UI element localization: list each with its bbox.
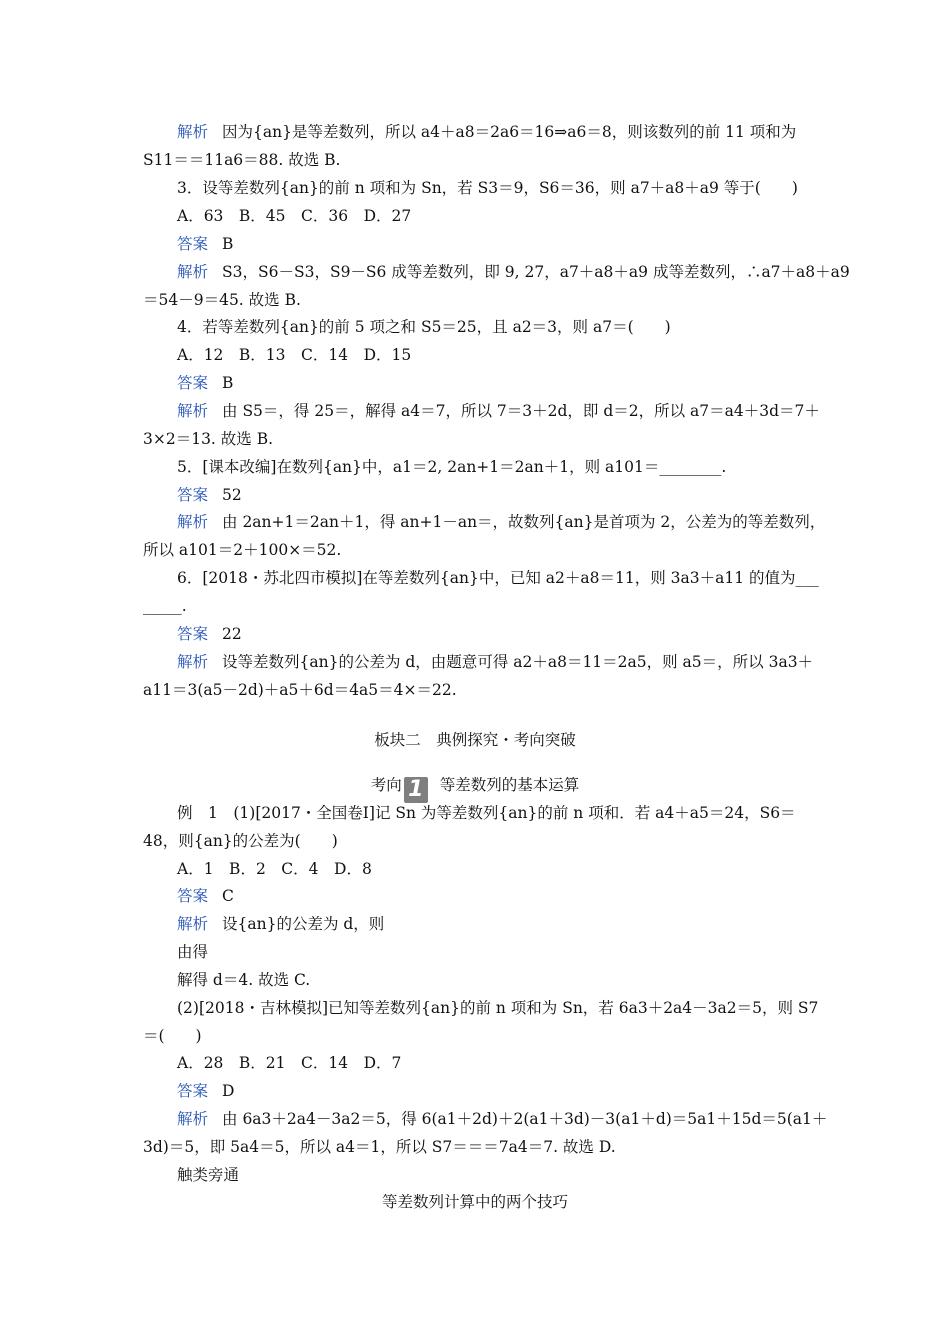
text-line: 由 S5＝，得 25＝，解得 a4＝7，所以 7＝3＋2d，即 d＝2，所以 a7＝a4＋3d＝7＋ — [222, 402, 820, 420]
answer-label: 答案 — [177, 1082, 209, 1100]
answer-line — [177, 1077, 847, 1105]
subsection-title: 等差数列计算中的两个技巧 — [381, 1193, 568, 1211]
direction-heading — [0, 771, 950, 802]
analysis-label: 解析 — [177, 123, 209, 141]
options-line: A．1 B．2 C．4 D．8 — [177, 860, 372, 878]
text-line: S3，S6－S3，S9－S6 成等差数列，即 9, 27，a7＋a8＋a9 成等差数列，∴a7＋a8＋a9 — [222, 263, 850, 281]
answer-value: B — [222, 374, 234, 392]
analysis-label: 解析 — [177, 653, 209, 671]
answer-line — [177, 481, 847, 509]
text-line: 设等差数列{an}的公差为 d，由题意可得 a2＋a8＝11＝2a5，则 a5＝，所以 3a3＋ — [222, 653, 814, 671]
options-line: A．28 B．21 C．14 D．7 — [177, 1054, 402, 1072]
analysis-label: 解析 — [177, 263, 209, 281]
analysis-label: 解析 — [177, 915, 209, 933]
analysis-line — [177, 648, 847, 676]
text-line: 48，则{an}的公差为( ) — [143, 832, 338, 850]
analysis-line — [177, 397, 847, 425]
direction-number-badge: 1 — [404, 777, 428, 803]
answer-label: 答案 — [177, 374, 209, 392]
text-line: 3d)＝5，即 5a4＝5，所以 a4＝1，所以 S7＝＝＝7a4＝7. 故选 D. — [143, 1138, 616, 1156]
example-line: 例 1 (1)[2017・全国卷Ⅰ]记 Sn 为等差数列{an}的前 n 项和．若 a4＋a5＝24，S6＝ — [177, 804, 796, 822]
question-line: 5．[课本改编]在数列{an}中，a1＝2, 2an+1＝2an＋1，则 a101＝________. — [177, 458, 727, 476]
answer-line — [177, 882, 847, 910]
answer-value: B — [222, 235, 234, 253]
direction-title: 等差数列的基本运算 — [439, 776, 580, 794]
answer-label: 答案 — [177, 235, 209, 253]
analysis-line — [177, 118, 847, 146]
answer-line — [177, 620, 847, 648]
answer-label: 答案 — [177, 625, 209, 643]
options-line: A．12 B．13 C．14 D．15 — [177, 346, 412, 364]
text-line: 解得 d＝4. 故选 C. — [177, 971, 311, 989]
options-line: A．63 B．45 C．36 D．27 — [177, 207, 412, 225]
analysis-label: 解析 — [177, 513, 209, 531]
question-line: (2)[2018・吉林模拟]已知等差数列{an}的前 n 项和为 Sn，若 6a3＋2a4－3a2＝5，则 S7 — [177, 999, 819, 1017]
analysis-line — [177, 258, 850, 286]
direction-prefix: 考向 — [370, 776, 402, 794]
answer-value: 22 — [222, 625, 242, 643]
analysis-line — [177, 910, 847, 938]
text-line: ＝( ) — [143, 1027, 202, 1045]
text-line: 所以 a101＝2＋100×＝52. — [143, 541, 342, 559]
section-title: 板块二 典例探究・考向突破 — [374, 731, 576, 749]
answer-label: 答案 — [177, 486, 209, 504]
tips-heading: 触类旁通 — [177, 1166, 240, 1184]
text-line: a11＝3(a5－2d)＋a5＋6d＝4a5＝4×＝22. — [143, 681, 457, 699]
text-line: 设{an}的公差为 d，则 — [222, 915, 385, 933]
text-line: 因为{an}是等差数列，所以 a4＋a8＝2a6＝16⇒a6＝8，则该数列的前 11 项和为 — [222, 123, 797, 141]
answer-value: C — [222, 887, 234, 905]
question-line: 3．设等差数列{an}的前 n 项和为 Sn，若 S3＝9，S6＝36，则 a7＋a8＋a9 等于( ) — [177, 179, 798, 197]
text-line: 由 6a3＋2a4－3a2＝5，得 6(a1＋2d)＋2(a1＋3d)－3(a1＋d)＝5a1＋15d＝5(a1＋ — [222, 1110, 828, 1128]
answer-label: 答案 — [177, 887, 209, 905]
answer-line — [177, 230, 847, 258]
answer-line — [177, 369, 847, 397]
analysis-label: 解析 — [177, 1110, 209, 1128]
question-line: 4．若等差数列{an}的前 5 项之和 S5＝25，且 a2＝3，则 a7＝( ) — [177, 318, 671, 336]
answer-value: 52 — [222, 486, 242, 504]
text-line: _____. — [143, 597, 187, 615]
analysis-line — [177, 508, 847, 536]
question-line: 6．[2018・苏北四市模拟]在等差数列{an}中，已知 a2＋a8＝11，则 3a3＋a11 的值为___ — [177, 569, 819, 587]
text-line: 3×2＝13. 故选 B. — [143, 430, 274, 448]
analysis-label: 解析 — [177, 402, 209, 420]
analysis-line — [177, 1105, 847, 1133]
text-line: ＝54－9＝45. 故选 B. — [143, 291, 301, 309]
text-line: 由得 — [177, 943, 209, 961]
answer-value: D — [222, 1082, 235, 1100]
text-line: S11＝＝11a6＝88. 故选 B. — [143, 151, 341, 169]
text-line: 由 2an+1＝2an＋1，得 an+1－an＝，故数列{an}是首项为 2，公差为的等差数列， — [222, 513, 826, 531]
